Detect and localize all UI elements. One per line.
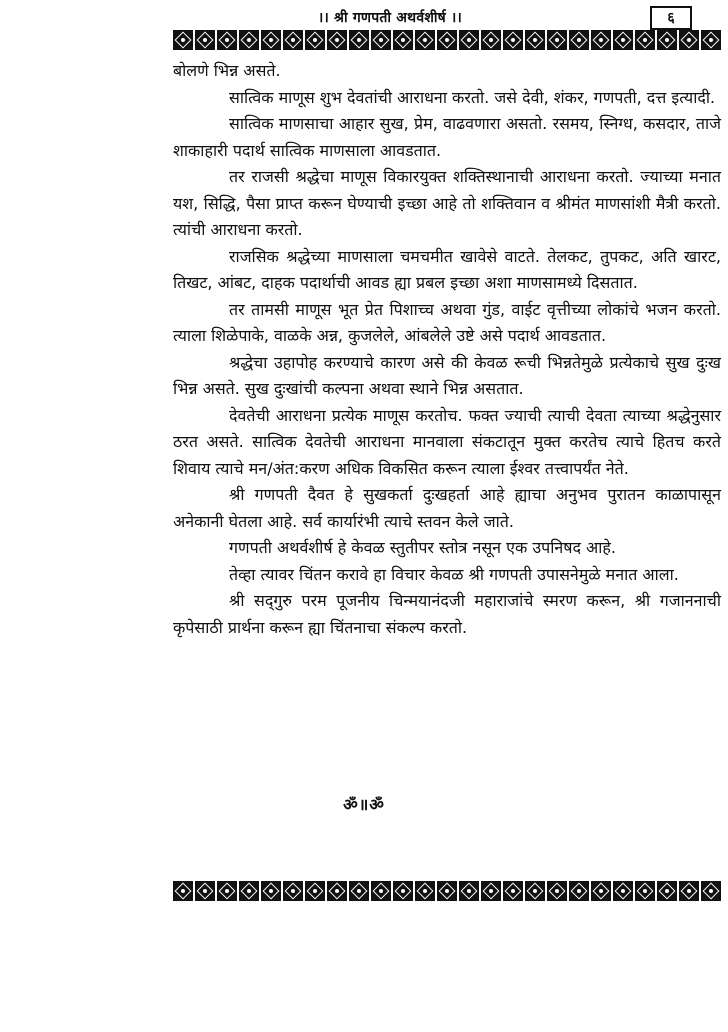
ornament-tile-icon <box>569 30 589 50</box>
paragraph-10: गणपती अथर्वशीर्ष हे केवळ स्तुतीपर स्तोत्र नसून एक उपनिषद आहे. <box>229 538 616 557</box>
ornament-tile-icon <box>657 30 677 50</box>
ornament-tile-icon <box>569 881 589 901</box>
paragraph-11: तेव्हा त्यावर चिंतन करावे हा विचार केवळ श्री गणपती उपासनेमुळे मनात आला. <box>229 564 679 584</box>
ornament-tile-icon <box>481 30 501 50</box>
ornament-tile-icon <box>679 30 699 50</box>
ornament-tile-icon <box>701 881 721 901</box>
ornament-tile-icon <box>437 881 457 901</box>
ornament-tile-icon <box>195 30 215 50</box>
ornament-tile-icon <box>525 30 545 50</box>
ornament-tile-icon <box>283 881 303 901</box>
paragraph-9: श्री गणपती दैवत हे सुखकर्ता दुःखहर्ता आहे ह्याचा अनुभव पुरातन काळापासून अनेकानी घेतला आहे. सर्व कार्यारंभी त्याचे स्तवन केले जाते. <box>173 485 721 531</box>
ornament-tile-icon <box>459 881 479 901</box>
ornament-tile-icon <box>327 881 347 901</box>
ornament-tile-icon <box>525 881 545 901</box>
ornament-tile-icon <box>459 30 479 50</box>
ornament-tile-icon <box>415 30 435 50</box>
ornament-tile-icon <box>217 30 237 50</box>
ornament-tile-icon <box>503 30 523 50</box>
page-header <box>170 6 700 32</box>
ornament-tile-icon <box>657 881 677 901</box>
ornament-tile-icon <box>437 30 457 50</box>
ornament-tile-icon <box>371 30 391 50</box>
header-title: ।। श्री गणपती अथर्वशीर्ष ।। <box>317 10 463 26</box>
ornament-tile-icon <box>305 30 325 50</box>
ornament-tile-icon <box>239 881 259 901</box>
ornament-tile-icon <box>613 30 633 50</box>
paragraph-3: सात्विक माणसाचा आहार सुख, प्रेम, वाढवणारा असतो. रसमय, स्निग्ध, कसदार, ताजे शाकाहारी पदार्थ सात्विक माणसाला आवडतात. <box>173 114 721 160</box>
ornament-tile-icon <box>503 881 523 901</box>
ornament-tile-icon <box>547 881 567 901</box>
ornament-tile-icon <box>547 30 567 50</box>
ornament-tile-icon <box>371 881 391 901</box>
ornament-tile-icon <box>679 881 699 901</box>
paragraph-6: तर तामसी माणूस भूत प्रेत पिशाच्च अथवा गुंड, वाईट वृत्तीच्या लोकांचे भजन करतो. त्याला शिळेपाके, वाळके अन्न, कुजलेले, आंबलेले उष्टे असे पदार्थ आवडतात. <box>173 299 721 345</box>
ornament-tile-icon <box>261 881 281 901</box>
paragraph-12: श्री सद्‌गुरु परम पूजनीय चिन्मयानंदजी महाराजांचे स्मरण करून, श्री गजाननाची कृपेसाठी प्रार्थना करून ह्या चिंतनाचा संकल्प करतो. <box>173 591 721 637</box>
ornament-tile-icon <box>635 881 655 901</box>
ornament-tile-icon <box>481 881 501 901</box>
ornament-tile-icon <box>173 881 193 901</box>
body-text <box>173 58 721 641</box>
ornament-tile-icon <box>591 30 611 50</box>
ornament-tile-icon <box>393 30 413 50</box>
closing-signature: ॐ॥ॐ <box>343 795 385 814</box>
ornament-tile-icon <box>283 30 303 50</box>
paragraph-8: देवतेची आराधना प्रत्येक माणूस करतोच. फक्त ज्याची त्याची देवता त्याच्या श्रद्धेनुसार ठरत असते. सात्विक देवतेची आराधना मानवाला संकटातून मुक्त करतेच त्याचे हितच करते शिवाय त्याचे मन/अंत:करण अधिक विकसित करून त्याला ईश्वर तत्त्वापर्यंत नेते. <box>173 405 721 478</box>
ornament-tile-icon <box>393 881 413 901</box>
ornament-tile-icon <box>701 30 721 50</box>
ornament-tile-icon <box>415 881 435 901</box>
paragraph-5: राजसिक श्रद्धेच्या माणसाला चमचमीत खावेसे वाटते. तेलकट, तुपकट, अति खारट, तिखट, आंबट, दाहक पदार्थाची आवड ह्या प्रबल इच्छा अशा माणसामध्ये दिसतात. <box>173 246 721 292</box>
top-ornament-border <box>173 30 721 52</box>
ornament-tile-icon <box>305 881 325 901</box>
ornament-tile-icon <box>349 881 369 901</box>
paragraph-4: तर राजसी श्रद्धेचा माणूस विकारयुक्त शक्तिस्थानाची आराधना करतो. ज्याच्या मनात यश, सिद्धि, पैसा प्राप्त करून घेण्याची इच्छा आहे तो शक्तिवान व श्रीमंत माणसांशी मैत्री करतो. त्यांची आराधना करतो. <box>173 167 721 239</box>
paragraph-2: सात्विक माणूस शुभ देवतांची आराधना करतो. जसे देवी, शंकर, गणपती, दत्त इत्यादी. <box>229 87 716 107</box>
ornament-tile-icon <box>173 30 193 50</box>
ornament-tile-icon <box>195 881 215 901</box>
ornament-tile-icon <box>349 30 369 50</box>
ornament-tile-icon <box>591 881 611 901</box>
ornament-tile-icon <box>613 881 633 901</box>
page-number: ६ <box>650 6 692 30</box>
ornament-tile-icon <box>239 30 259 50</box>
ornament-tile-icon <box>327 30 347 50</box>
paragraph-7: श्रद्धेचा उहापोह करण्याचे कारण असे की केवळ रूची भिन्नतेमुळे प्रत्येकाचे सुख दुःख भिन्न असते. सुख दुःखांची कल्पना अथवा स्थाने भिन्न असतात. <box>173 352 721 398</box>
bottom-ornament-border <box>173 881 721 903</box>
ornament-tile-icon <box>261 30 281 50</box>
ornament-tile-icon <box>217 881 237 901</box>
paragraph-1: बोलणे भिन्न असते. <box>173 61 281 80</box>
ornament-tile-icon <box>635 30 655 50</box>
